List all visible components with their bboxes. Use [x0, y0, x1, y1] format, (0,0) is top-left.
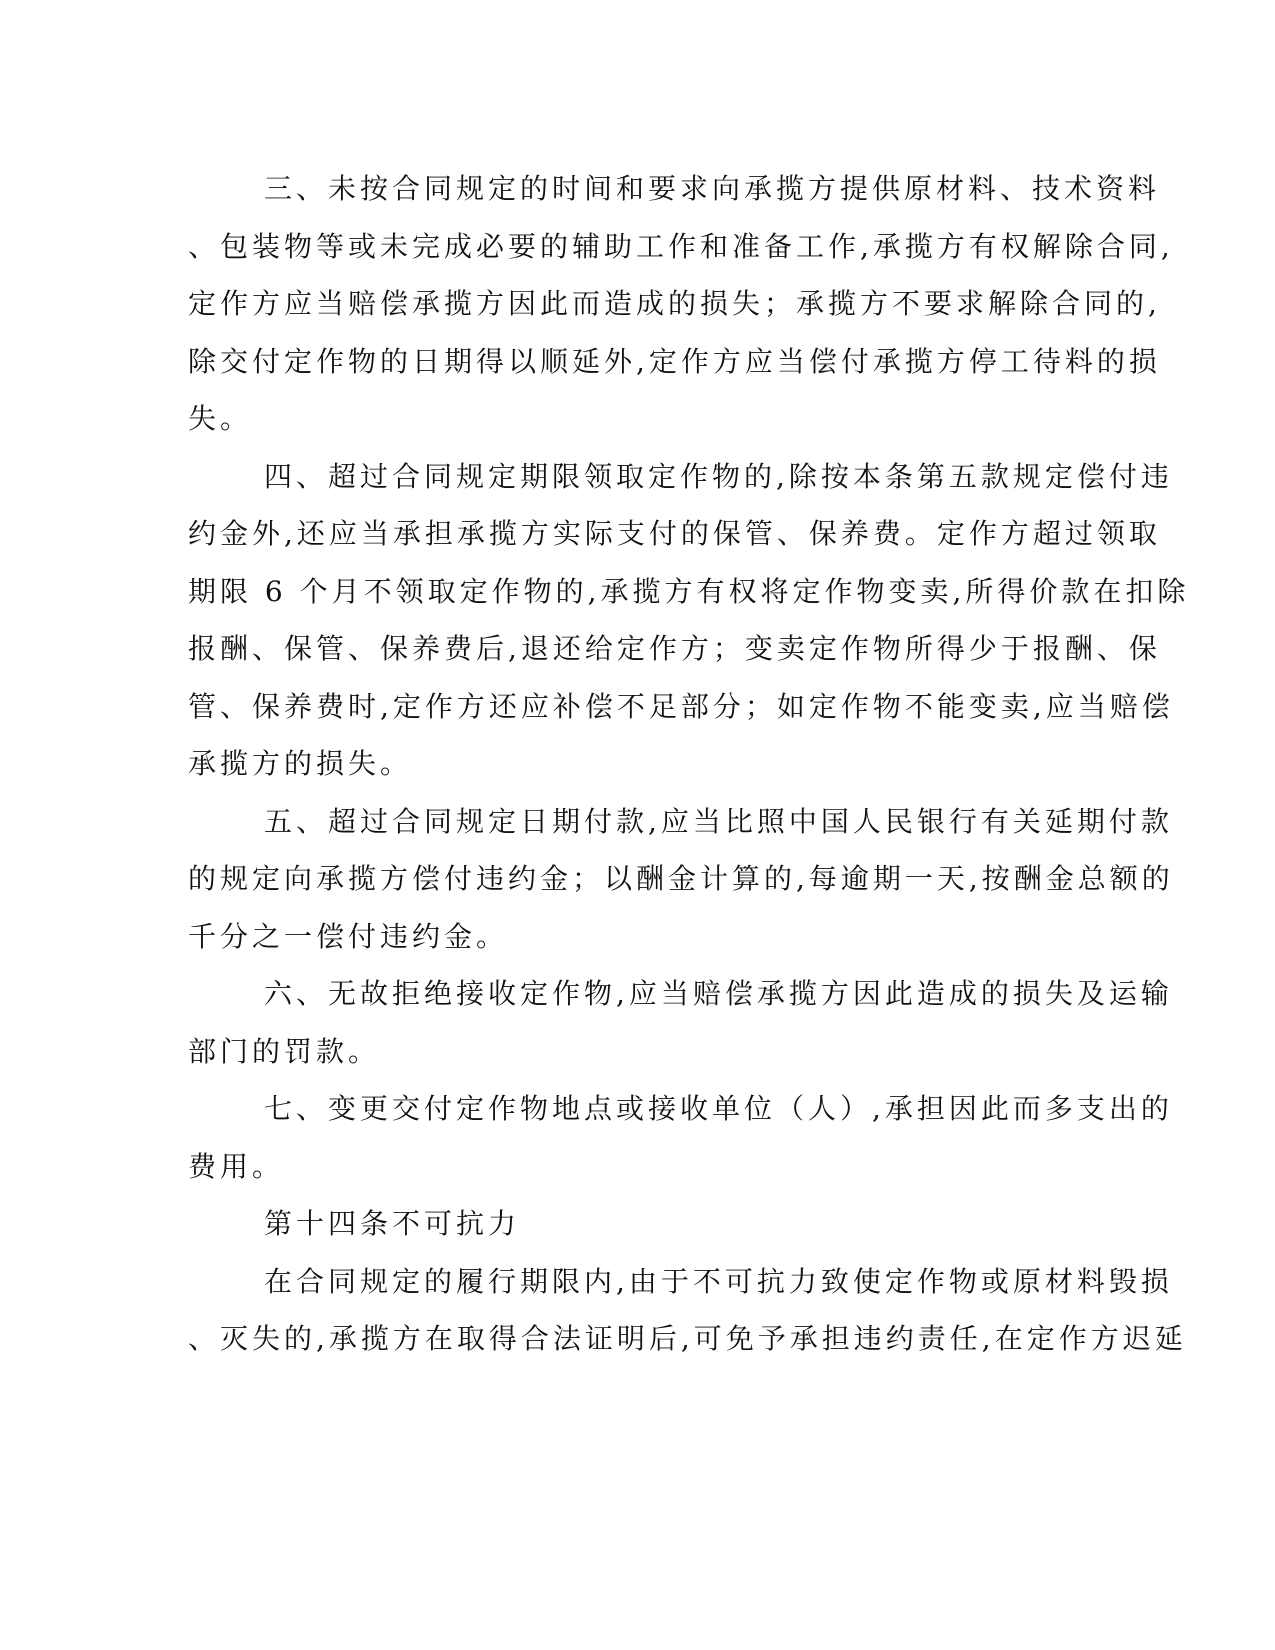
text-line: 除交付定作物的日期得以顺延外,定作方应当偿付承揽方停工待料的损: [188, 344, 1161, 378]
text-line: 的规定向承揽方偿付违约金；以酬金计算的,每逾期一天,按酬金总额的: [188, 862, 1174, 895]
text-line: 承揽方的损失。: [188, 747, 413, 780]
section-heading: 第十四条不可抗力: [264, 1207, 521, 1240]
text-line: 期限 6 个月不领取定作物的,承揽方有权将定作物变卖,所得价款在扣除: [188, 574, 1190, 608]
text-line: 管、保养费时,定作方还应补偿不足部分；如定作物不能变卖,应当赔偿: [188, 689, 1174, 723]
text-line: 四、超过合同规定期限领取定作物的,除按本条第五款规定偿付违: [264, 459, 1173, 493]
text-line: 千分之一偿付违约金。: [188, 919, 509, 953]
text-line: 报酬、保管、保养费后,退还给定作方；变卖定作物所得少于报酬、保: [188, 632, 1161, 665]
text-line: 、灭失的,承揽方在取得合法证明后,可免予承担违约责任,在定作方迟延: [188, 1322, 1187, 1355]
text-line: 三、未按合同规定的时间和要求向承揽方提供原材料、技术资料: [264, 172, 1161, 205]
text-line: 费用。: [188, 1149, 285, 1183]
text-line: 约金外,还应当承担承揽方实际支付的保管、保养费。定作方超过领取: [188, 517, 1161, 550]
text-line: 五、超过合同规定日期付款,应当比照中国人民银行有关延期付款: [264, 804, 1173, 838]
text-line: 失。: [188, 402, 253, 435]
text-line: 六、无故拒绝接收定作物,应当赔偿承揽方因此造成的损失及运输: [264, 977, 1173, 1010]
text-line: 部门的罚款。: [188, 1034, 381, 1068]
document-body: [188, 160, 1190, 1368]
text-line: 七、变更交付定作物地点或接收单位（人）,承担因此而多支出的: [264, 1092, 1173, 1125]
text-line: 在合同规定的履行期限内,由于不可抗力致使定作物或原材料毁损: [264, 1264, 1173, 1298]
text-line: 定作方应当赔偿承揽方因此而造成的损失；承揽方不要求解除合同的,: [188, 287, 1161, 320]
text-line: 、包装物等或未完成必要的辅助工作和准备工作,承揽方有权解除合同,: [188, 229, 1174, 263]
